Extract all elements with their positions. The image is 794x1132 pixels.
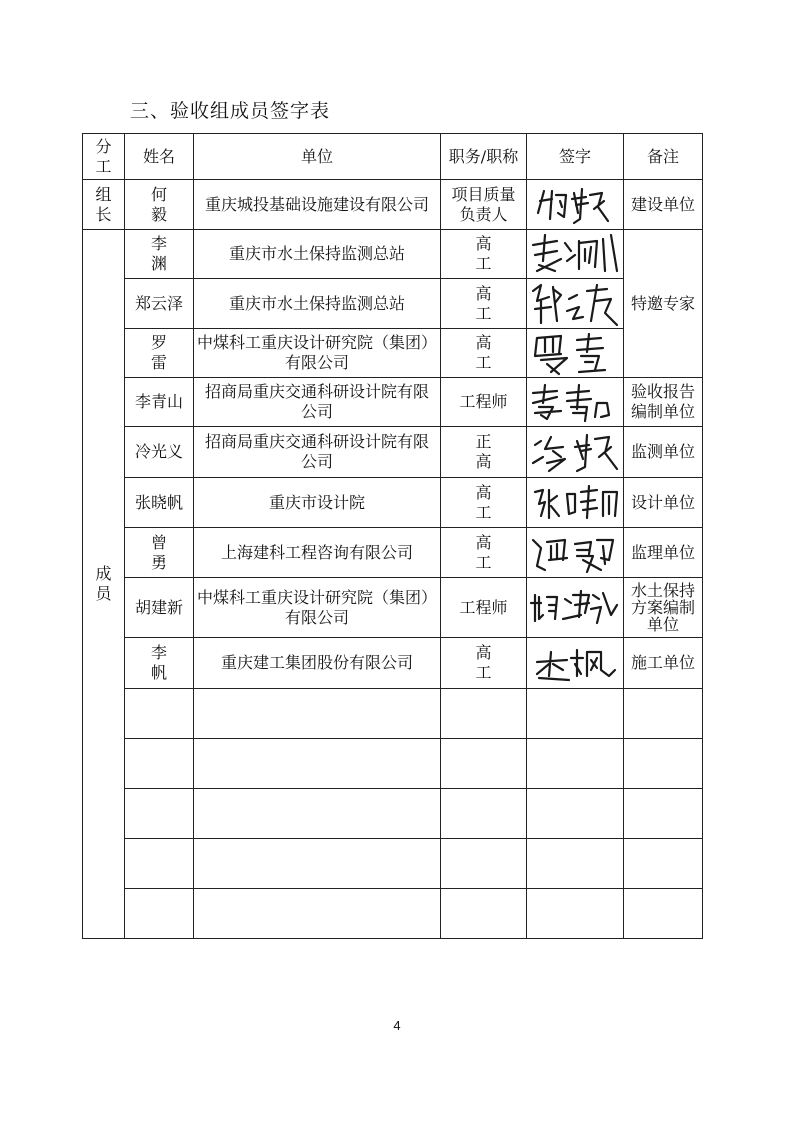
member-name: 李青山: [125, 378, 194, 427]
handwritten-signature: [527, 281, 623, 327]
member-name: 李 帆: [125, 638, 194, 689]
handwritten-signature: [527, 585, 623, 631]
member-position: 高 工: [441, 230, 527, 279]
header-division: 分工: [83, 134, 125, 180]
empty-row: [83, 789, 703, 839]
member-signature: [527, 329, 624, 378]
member-unit: 重庆市水土保持监测总站: [194, 279, 441, 329]
empty-row: [83, 889, 703, 939]
member-signature: [527, 230, 624, 279]
member-position: 高 工: [441, 478, 527, 528]
member-position: 工程师: [441, 578, 527, 638]
member-name: 郑云泽: [125, 279, 194, 329]
remark-design-unit: 设计单位: [624, 478, 703, 528]
page-title: 三、验收组成员签字表: [130, 100, 331, 122]
member-signature: [527, 279, 624, 329]
member-unit: 中煤科工重庆设计研究院（集团）有限公司: [194, 329, 441, 378]
member-row: [83, 230, 703, 279]
header-signature: 签字: [527, 134, 624, 180]
member-name: 罗 雷: [125, 329, 194, 378]
handwritten-signature: [527, 480, 623, 526]
remark-monitoring-unit: 监测单位: [624, 427, 703, 478]
member-name: 李 渊: [125, 230, 194, 279]
member-signature: [527, 478, 624, 528]
remark-experts: 特邀专家: [624, 230, 703, 378]
header-remarks: 备注: [624, 134, 703, 180]
member-position: 高 工: [441, 329, 527, 378]
handwritten-signature: [527, 330, 623, 376]
leader-remark: 建设单位: [624, 180, 703, 230]
member-position: 高 工: [441, 279, 527, 329]
member-signature: [527, 638, 624, 689]
handwritten-signature: [530, 183, 620, 227]
member-signature: [527, 427, 624, 478]
member-unit: 中煤科工重庆设计研究院（集团）有限公司: [194, 578, 441, 638]
leader-signature: [527, 180, 624, 230]
member-name: 曾 勇: [125, 528, 194, 578]
member-unit: 上海建科工程咨询有限公司: [194, 528, 441, 578]
leader-row: [83, 180, 703, 230]
header-position: 职务/职称: [441, 134, 527, 180]
empty-row: [83, 739, 703, 789]
member-row: [83, 427, 703, 478]
member-row: [83, 329, 703, 378]
leader-name: 何 毅: [125, 180, 194, 230]
handwritten-signature: [527, 231, 623, 277]
handwritten-signature: [527, 640, 623, 686]
member-position: 高 工: [441, 528, 527, 578]
member-row: [83, 378, 703, 427]
leader-unit: 重庆城投基础设施建设有限公司: [194, 180, 441, 230]
member-unit: 招商局重庆交通科研设计院有限公司: [194, 427, 441, 478]
member-row: [83, 528, 703, 578]
header-unit: 单位: [194, 134, 441, 180]
member-unit: 重庆建工集团股份有限公司: [194, 638, 441, 689]
member-name: 张晓帆: [125, 478, 194, 528]
member-name: 胡建新: [125, 578, 194, 638]
empty-row: [83, 689, 703, 739]
remark-supervision-unit: 监理单位: [624, 528, 703, 578]
leader-position: 项目质量负责人: [441, 180, 527, 230]
members-label: 成员: [83, 230, 125, 939]
member-unit: 重庆市水土保持监测总站: [194, 230, 441, 279]
header-name: 姓名: [125, 134, 194, 180]
member-row: [83, 638, 703, 689]
member-signature: [527, 378, 624, 427]
member-signature: [527, 528, 624, 578]
member-unit: 招商局重庆交通科研设计院有限公司: [194, 378, 441, 427]
handwritten-signature: [527, 530, 623, 576]
signature-table: [82, 133, 703, 939]
member-row: [83, 279, 703, 329]
member-row: [83, 578, 703, 638]
member-row: [83, 478, 703, 528]
remark-report-unit: 验收报告编制单位: [624, 378, 703, 427]
member-position: 正 高: [441, 427, 527, 478]
empty-row: [83, 839, 703, 889]
member-signature: [527, 578, 624, 638]
member-unit: 重庆市设计院: [194, 478, 441, 528]
remark-construction-unit: 施工单位: [624, 638, 703, 689]
remark-plan-unit: 水土保持方案编制单位: [624, 578, 703, 638]
member-name: 冷光义: [125, 427, 194, 478]
page-number: 4: [393, 1018, 401, 1033]
member-position: 工程师: [441, 378, 527, 427]
handwritten-signature: [527, 429, 623, 475]
handwritten-signature: [527, 379, 623, 425]
member-position: 高 工: [441, 638, 527, 689]
header-row: [83, 134, 703, 180]
group-leader-label: 组长: [83, 180, 125, 230]
